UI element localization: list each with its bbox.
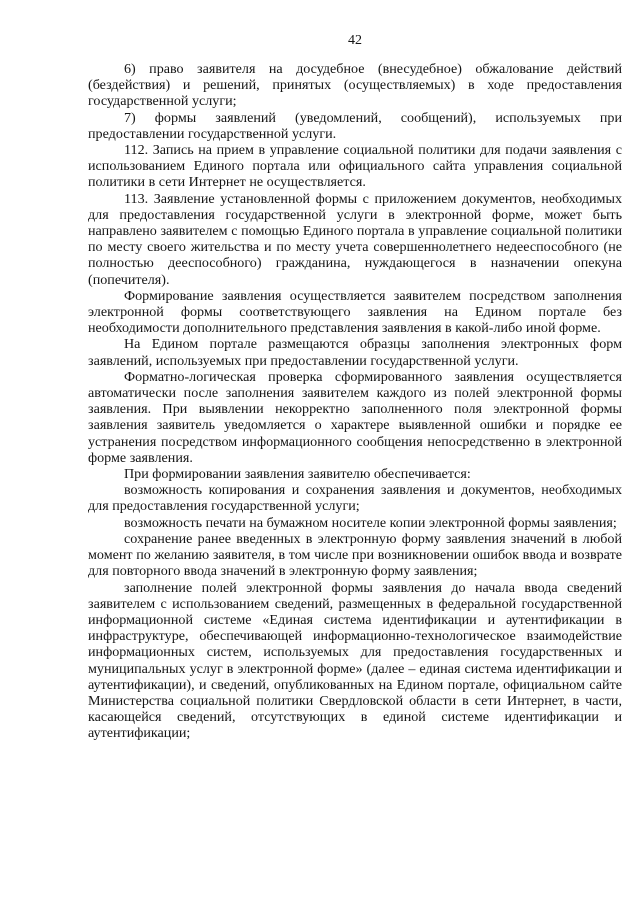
paragraph-item-7-forms: 7) формы заявлений (уведомлений, сообщений), используемых при предоставлении государственной услуги. xyxy=(88,109,622,142)
paragraph-copy-save: возможность копирования и сохранения заявления и документов, необходимых для предоставления государственной услуги; xyxy=(88,482,622,515)
paragraph-prefill: заполнение полей электронной формы заявления до начала ввода сведений заявителем с использованием сведений, размещенных в федеральной государственной информационной системе «Единая система идентификации и аутентификации в инфраструктуре, обеспечивающей информационно-технологическое взаимодействие информационных систем, используемых для предоставления государственных и муниципальных услуг в электронной форме» (далее – единая система идентификации и аутентификации), и сведений, опубликованных на Едином портале, официальном сайте Министерства социальной политики Свердловской области в сети Интернет, в части, касающейся сведений, отсутствующих в единой системе идентификации и аутентификации; xyxy=(88,579,622,742)
paragraph-format-check: Форматно-логическая проверка сформированного заявления осуществляется автоматически после заполнения заявителем каждого из полей электронной формы заявления. При выявлении некорректно заполненного поля электронной формы заявления заявитель уведомляется о характере выявленной ошибки и порядке ее устранения посредством информационного сообщения непосредственно в электронной форме заявления. xyxy=(88,368,622,466)
paragraph-print: возможность печати на бумажном носителе копии электронной формы заявления; xyxy=(124,514,617,531)
paragraph-provided-features: При формировании заявления заявителю обеспечивается: xyxy=(124,466,471,483)
paragraph-form-filling: Формирование заявления осуществляется заявителем посредством заполнения электронной формы соответствующего заявления на Едином портале без необходимости дополнительного представления заявления в какой-либо иной форме. xyxy=(88,287,622,337)
page-number: 42 xyxy=(348,33,362,48)
paragraph-112: 112. Запись на прием в управление социальной политики для подачи заявления с использованием Единого портала или официального сайта управления социальной политики в сети Интернет не осуществляется. xyxy=(88,142,622,191)
paragraph-item-6-appeal-right: 6) право заявителя на досудебное (внесудебное) обжалование действий (бездействия) и решений, принятых (осуществляемых) в ходе предоставления государственной услуги; xyxy=(88,61,622,110)
paragraph-113: 113. Заявление установленной формы с приложением документов, необходимых для предоставления государственной услуги в электронной форме, может быть направлено заявителем с помощью Единого портала в управление социальной политики по месту своего жительства и по месту учета совершеннолетнего недееспособного (не полностью дееспособного) гражданина, нуждающегося в назначении опекуна (попечителя). xyxy=(88,190,622,288)
paragraph-save-values: сохранение ранее введенных в электронную форму заявления значений в любой момент по желанию заявителя, в том числе при возникновении ошибок ввода и возврате для повторного ввода значений в электронную форму заявления; xyxy=(88,530,622,580)
paragraph-form-samples: На Едином портале размещаются образцы заполнения электронных форм заявлений, используемых при предоставлении государственной услуги. xyxy=(88,336,622,369)
